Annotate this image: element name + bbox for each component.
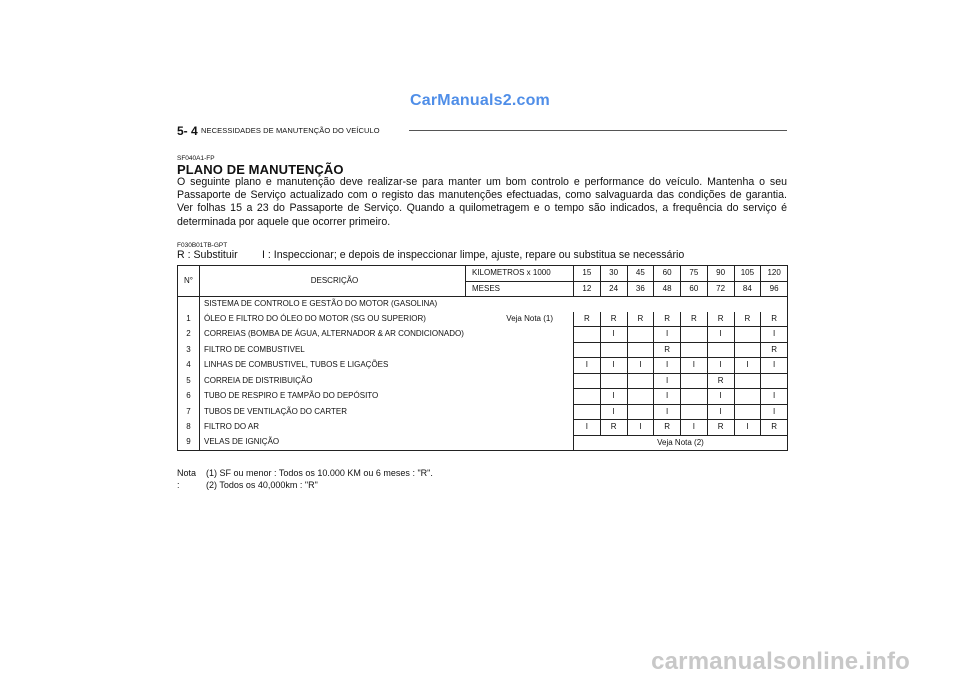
table-row (178, 404, 788, 420)
interval-cell (600, 373, 627, 389)
table-code: F030B01TB-GPT (177, 242, 228, 249)
page-number: 5- 4 (177, 124, 198, 138)
row-number: 8 (178, 420, 200, 436)
interval-cell (627, 342, 654, 358)
interval-cell: I (734, 420, 761, 436)
row-description: FILTRO DO AR (204, 422, 259, 431)
interval-cell (681, 342, 708, 358)
interval-cell (627, 373, 654, 389)
interval-cell: I (654, 327, 681, 343)
row-number: 5 (178, 373, 200, 389)
table-row (178, 373, 788, 389)
row-description: FILTRO DE COMBUSTIVEL (204, 344, 305, 354)
interval-cell: I (707, 327, 734, 343)
row-number: 6 (178, 389, 200, 405)
row-description: TUBO DE RESPIRO E TAMPÃO DO DEPÓSITO (204, 391, 379, 400)
row-number: 2 (178, 327, 200, 343)
row-number: 3 (178, 342, 200, 358)
row-description: CORREIAS (BOMBA DE ÁGUA, ALTERNADOR & AR CONDICIONADO) (204, 329, 464, 338)
interval-cell (681, 327, 708, 343)
interval-cell: R (627, 312, 654, 327)
interval-cell (574, 342, 601, 358)
header-row-km (178, 266, 788, 282)
interval-cell: I (681, 420, 708, 436)
interval-cell: I (627, 420, 654, 436)
km-cell: 90 (707, 266, 734, 282)
km-cell: 75 (681, 266, 708, 282)
legend-replace: R : Substituir (177, 249, 238, 261)
row-description: ÓLEO E FILTRO DO ÓLEO DO MOTOR (SG OU SUPERIOR) (204, 313, 426, 323)
km-cell: 60 (654, 266, 681, 282)
interval-cell: R (681, 312, 708, 327)
interval-cell: I (654, 404, 681, 420)
row-description-cell (200, 420, 574, 436)
interval-cell: R (761, 312, 788, 327)
months-cell: 12 (574, 281, 601, 297)
interval-cell (600, 342, 627, 358)
interval-cell (627, 404, 654, 420)
table-row (178, 420, 788, 436)
watermark-logo-carmanualsonline: carmanualsonline.info (651, 648, 910, 675)
interval-cell (734, 404, 761, 420)
months-label: MESES (466, 281, 574, 297)
interval-cell (574, 404, 601, 420)
interval-cell: I (734, 358, 761, 374)
km-cell: 105 (734, 266, 761, 282)
row-number: 4 (178, 358, 200, 374)
row-description-cell (200, 389, 574, 405)
table-row (178, 389, 788, 405)
interval-cell (681, 389, 708, 405)
row-description-cell (200, 342, 574, 358)
section-row (178, 297, 788, 312)
row-description: TUBOS DE VENTILAÇÃO DO CARTER (204, 406, 347, 416)
interval-cell: I (600, 327, 627, 343)
interval-cell: I (707, 404, 734, 420)
interval-cell (734, 327, 761, 343)
interval-cell: R (574, 312, 601, 327)
row-description: LINHAS DE COMBUSTIVEL, TUBOS E LIGAÇÕES (204, 360, 389, 369)
interval-cell: I (574, 358, 601, 374)
months-cell: 96 (761, 281, 788, 297)
interval-cell: R (761, 420, 788, 436)
legend (177, 249, 787, 261)
interval-cell: R (707, 373, 734, 389)
km-cell: 30 (600, 266, 627, 282)
section-num-cell (178, 297, 200, 312)
table-row (178, 435, 788, 451)
interval-cell: I (707, 389, 734, 405)
months-cell: 72 (707, 281, 734, 297)
row-number: 7 (178, 404, 200, 420)
interval-cell: R (707, 312, 734, 327)
row-description-cell (200, 404, 574, 420)
km-cell: 45 (627, 266, 654, 282)
row-note: Veja Nota (2) (574, 435, 788, 451)
months-cell: 48 (654, 281, 681, 297)
interval-cell: R (654, 420, 681, 436)
intro-paragraph: O seguinte plano e manutenção deve realizar-se para manter um bom controlo e performance do veículo. Mantenha o seu Passaporte de Serviço actualizado com o registo das manutenções efectuadas, como salvaguarda das condições de garantia. Ver folhas 15 a 23 do Passaporte de Serviço. Quando a quilometragem e o tempo são indicados, a frequência do serviço é determinada por aquele que ocorrer primeiro. (177, 176, 787, 228)
interval-cell: R (600, 420, 627, 436)
interval-cell: I (600, 389, 627, 405)
section-title-cell: SISTEMA DE CONTROLO E GESTÃO DO MOTOR (GASOLINA) (204, 299, 438, 308)
months-cell: 36 (627, 281, 654, 297)
interval-cell: I (600, 358, 627, 374)
km-cell: 15 (574, 266, 601, 282)
row-description-cell (200, 312, 574, 327)
interval-cell: R (734, 312, 761, 327)
interval-cell (574, 327, 601, 343)
interval-cell: I (761, 358, 788, 374)
interval-cell: I (654, 389, 681, 405)
row-number: 1 (178, 312, 200, 327)
interval-cell (574, 389, 601, 405)
row-description: CORREIA DE DISTRIBUIÇÃO (204, 375, 313, 385)
interval-cell (734, 389, 761, 405)
interval-cell: I (761, 389, 788, 405)
interval-cell: R (707, 420, 734, 436)
interval-cell: I (761, 327, 788, 343)
row-description-cell (200, 327, 574, 343)
note-1: (1) SF ou menor : Todos os 10.000 KM ou 6 meses : "R". (206, 468, 433, 478)
page-header (177, 124, 787, 138)
interval-cell: R (761, 342, 788, 358)
maintenance-table (177, 265, 788, 451)
description-header: DESCRIÇÃO (200, 266, 466, 297)
interval-cell (761, 373, 788, 389)
note-2: (2) Todos os 40,000km : "R" (206, 480, 318, 490)
table-row (178, 342, 788, 358)
header-divider (409, 130, 787, 131)
num-header: N° (178, 266, 200, 297)
interval-cell: I (574, 420, 601, 436)
row-description: VELAS DE IGNIÇÃO (204, 437, 280, 447)
interval-cell (627, 327, 654, 343)
km-cell: 120 (761, 266, 788, 282)
interval-cell (734, 342, 761, 358)
months-cell: 60 (681, 281, 708, 297)
legend-inspect: I : Inspeccionar; e depois de inspeccionar limpe, ajuste, repare ou substitua se necessário (262, 249, 685, 261)
row-description-cell (200, 373, 574, 389)
page-title: PLANO DE MANUTENÇÃO (177, 162, 344, 177)
months-cell: 84 (734, 281, 761, 297)
months-cell: 24 (600, 281, 627, 297)
interval-cell: I (681, 358, 708, 374)
interval-cell (707, 342, 734, 358)
row-number: 9 (178, 435, 200, 451)
doc-code: SF040A1-FP (177, 155, 215, 162)
interval-cell (627, 389, 654, 405)
interval-cell: I (761, 404, 788, 420)
table-row (178, 312, 788, 327)
interval-cell: R (654, 312, 681, 327)
interval-cell: I (600, 404, 627, 420)
notes-label: Nota : (177, 468, 197, 490)
interval-cell: R (600, 312, 627, 327)
table-row (178, 327, 788, 343)
interval-cell: I (707, 358, 734, 374)
table-row (178, 358, 788, 374)
interval-cell: I (654, 373, 681, 389)
interval-cell: I (627, 358, 654, 374)
watermark-logo-carmanuals2: CarManuals2.com (410, 92, 550, 109)
interval-cell (574, 373, 601, 389)
interval-cell: I (654, 358, 681, 374)
row-description-cell (200, 358, 574, 374)
interval-cell (681, 373, 708, 389)
interval-cell: R (654, 342, 681, 358)
section-title: NECESSIDADES DE MANUTENÇÃO DO VEÍCULO (201, 126, 380, 135)
interval-cell (681, 404, 708, 420)
interval-cell (734, 373, 761, 389)
km-label: KILOMETROS x 1000 (466, 266, 574, 282)
row-note: Veja Nota (1) (506, 313, 553, 323)
